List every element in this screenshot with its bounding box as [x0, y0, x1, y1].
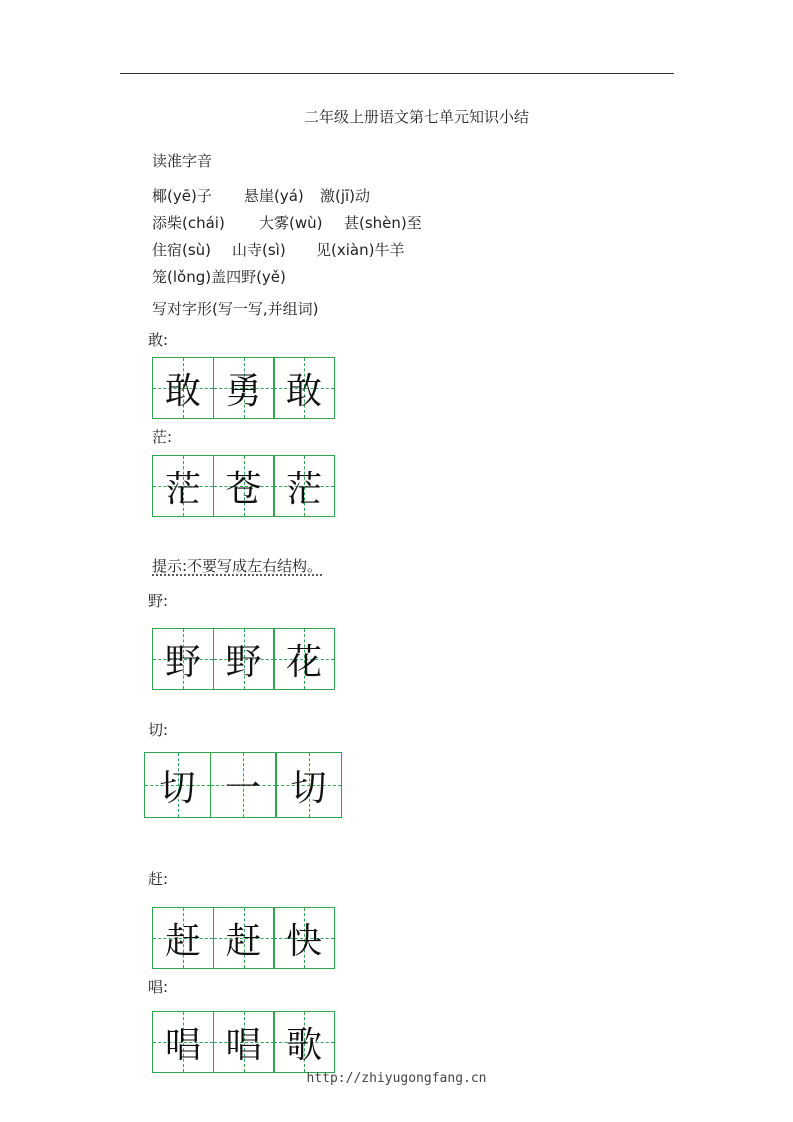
writing-grid — [152, 1011, 334, 1073]
pinyin-item: 激(jī)动 — [320, 187, 371, 205]
writing-grid — [152, 357, 334, 419]
grid-cell: 切 — [275, 752, 342, 818]
group-label: 敢: — [148, 331, 169, 349]
hint-text: 提示:不要写成左右结构。 — [152, 557, 323, 575]
grid-cell: 赶 — [152, 907, 214, 969]
pinyin-item: 笼(lǒng)盖四野(yě) — [152, 268, 286, 286]
grid-cell: 花 — [273, 628, 335, 690]
writing-grid — [152, 907, 334, 969]
grid-cell: 茫 — [152, 455, 214, 517]
section-heading-pronunciation: 读准字音 — [152, 152, 213, 170]
group-label: 唱: — [148, 978, 169, 996]
grid-cell: 快 — [273, 907, 335, 969]
grid-cell: 赶 — [213, 907, 275, 969]
grid-cell: 野 — [213, 628, 275, 690]
writing-grid — [144, 752, 341, 818]
writing-grid — [152, 455, 334, 517]
pinyin-item: 山寺(sì) — [232, 241, 286, 259]
grid-cell: 敢 — [273, 357, 335, 419]
pinyin-item: 添柴(chái) — [152, 214, 225, 232]
grid-cell: 唱 — [152, 1011, 214, 1073]
grid-cell: 茫 — [273, 455, 335, 517]
pinyin-item: 大雾(wù) — [259, 214, 323, 232]
header-rule — [120, 73, 674, 74]
pinyin-item: 甚(shèn)至 — [344, 214, 422, 232]
pinyin-item: 椰(yē)子 — [152, 187, 212, 205]
group-label: 野: — [148, 592, 169, 610]
group-label: 赶: — [148, 870, 169, 888]
group-label: 切: — [148, 721, 169, 739]
grid-cell: 苍 — [213, 455, 275, 517]
grid-cell: 野 — [152, 628, 214, 690]
footer-url: http://zhiyugongfang.cn — [306, 1071, 487, 1086]
pinyin-item: 住宿(sù) — [152, 241, 212, 259]
grid-cell: 一 — [210, 752, 277, 818]
writing-grid — [152, 628, 334, 690]
grid-cell: 唱 — [213, 1011, 275, 1073]
group-label: 茫: — [152, 428, 173, 446]
pinyin-item: 悬崖(yá) — [244, 187, 304, 205]
grid-cell: 切 — [144, 752, 211, 818]
grid-cell: 勇 — [213, 357, 275, 419]
pinyin-item: 见(xiàn)牛羊 — [316, 241, 405, 259]
page-title: 二年级上册语文第七单元知识小结 — [303, 108, 529, 126]
grid-cell: 歌 — [273, 1011, 335, 1073]
section-heading-writing: 写对字形(写一写,并组词) — [152, 300, 319, 318]
grid-cell: 敢 — [152, 357, 214, 419]
